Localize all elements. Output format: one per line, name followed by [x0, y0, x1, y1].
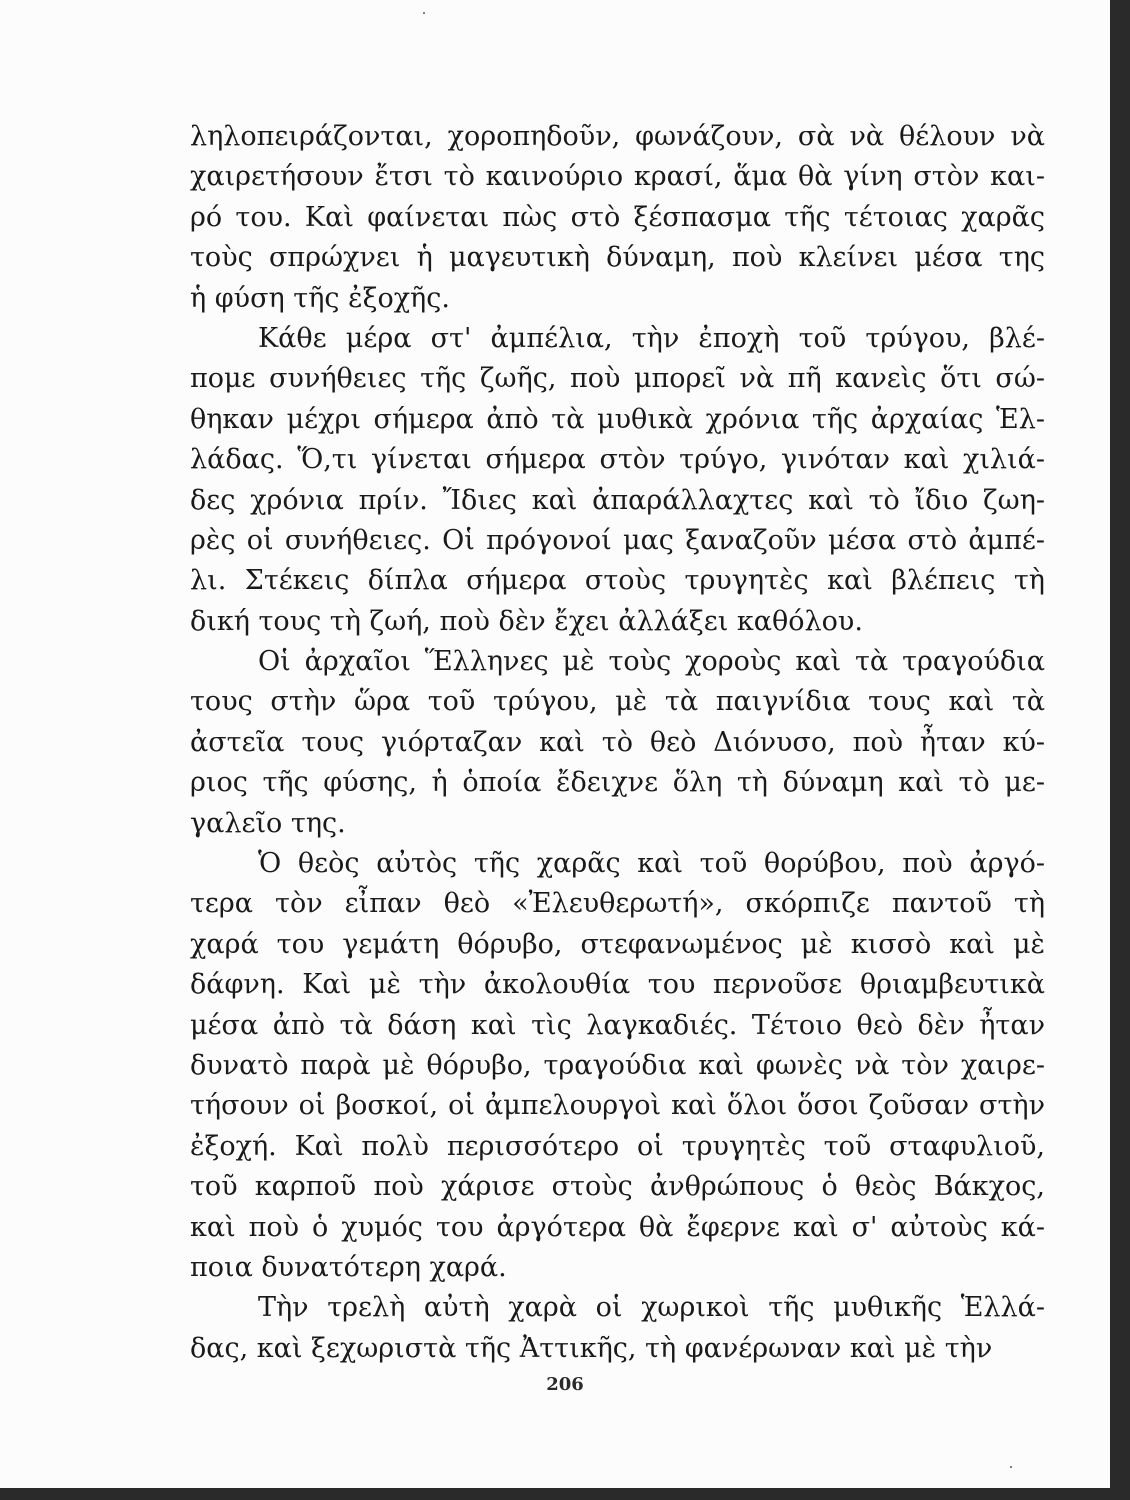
- text-line: τους στὴν ὥρα τοῦ τρύγου, μὲ τὰ παιγνίδια τους καὶ τὰ: [190, 686, 1045, 718]
- text-line: ποια δυνατότερη χαρά.: [190, 1251, 507, 1283]
- text-line: Τὴν τρελὴ αὐτὴ χαρὰ οἱ χωρικοὶ τῆς μυθικῆς Ἑλλά-: [258, 1292, 1045, 1324]
- paragraph: [190, 642, 1045, 844]
- body-text: [190, 117, 1045, 1369]
- text-line: δική τους τὴ ζωή, ποὺ δὲν ἔχει ἀλλάξει καθόλου.: [190, 605, 863, 637]
- paragraph: [190, 117, 1045, 319]
- text-line: λάδας. Ὅ,τι γίνεται σήμερα στὸν τρύγο, γινόταν καὶ χιλιά-: [190, 444, 1045, 476]
- text-line: γαλεῖο της.: [190, 807, 346, 839]
- text-line: ἀστεῖα τους γιόρταζαν καὶ τὸ θεὸ Διόνυσο, ποὺ ἦταν κύ-: [190, 726, 1045, 758]
- paragraph: [190, 1288, 1045, 1369]
- text-line: χαιρετήσουν ἔτσι τὸ καινούριο κρασί, ἅμα θὰ γίνη στὸν και-: [190, 161, 1045, 193]
- page-number: 206: [546, 1374, 584, 1395]
- text-line: Κάθε μέρα στ' ἀμπέλια, τὴν ἐποχὴ τοῦ τρύγου, βλέ-: [258, 322, 1045, 354]
- scan-speck: [1010, 1466, 1012, 1468]
- scan-edge-right: [1110, 0, 1130, 1500]
- text-line: θηκαν μέχρι σήμερα ἀπὸ τὰ μυθικὰ χρόνια τῆς ἀρχαίας Ἑλ-: [190, 403, 1045, 435]
- paragraph: [190, 319, 1045, 642]
- text-line: μέσα ἀπὸ τὰ δάση καὶ τὶς λαγκαδιές. Τέτοιο θεὸ δὲν ἦταν: [190, 1009, 1045, 1041]
- text-line: δυνατὸ παρὰ μὲ θόρυβο, τραγούδια καὶ φωνὲς νὰ τὸν χαιρε-: [190, 1049, 1045, 1081]
- text-line: τοῦ καρποῦ ποὺ χάρισε στοὺς ἀνθρώπους ὁ θεὸς Βάκχος,: [190, 1171, 1045, 1203]
- paragraph: [190, 844, 1045, 1288]
- text-line: χαρά του γεμάτη θόρυβο, στεφανωμένος μὲ κισσὸ καὶ μὲ: [190, 928, 1045, 960]
- scan-speck: [423, 12, 425, 14]
- text-line: δας, καὶ ξεχωριστὰ τῆς Ἀττικῆς, τὴ φανέρωναν καὶ μὲ τὴν: [190, 1332, 993, 1364]
- text-line: δάφνη. Καὶ μὲ τὴν ἀκολουθία του περνοῦσε θριαμβευτικὰ: [190, 969, 1045, 1001]
- text-line: ρὲς οἱ συνήθειες. Οἱ πρόγονοί μας ξαναζοῦν μέσα στὸ ἀμπέ-: [190, 524, 1045, 556]
- text-line: πομε συνήθειες τῆς ζωῆς, ποὺ μπορεῖ νὰ πῆ κανεὶς ὅτι σώ-: [190, 363, 1045, 395]
- text-line: Ὁ θεὸς αὐτὸς τῆς χαρᾶς καὶ τοῦ θορύβου, ποὺ ἀργό-: [258, 848, 1045, 880]
- text-line: καὶ ποὺ ὁ χυμός του ἀργότερα θὰ ἔφερνε καὶ σ' αὐτοὺς κά-: [190, 1211, 1045, 1243]
- text-line: Οἱ ἀρχαῖοι Ἕλληνες μὲ τοὺς χοροὺς καὶ τὰ τραγούδια: [258, 646, 1045, 678]
- text-line: ρό του. Καὶ φαίνεται πὼς στὸ ξέσπασμα τῆς τέτοιας χαρᾶς: [190, 201, 1045, 233]
- text-line: δες χρόνια πρίν. Ἴδιες καὶ ἀπαράλλαχτες καὶ τὸ ἴδιο ζωη-: [190, 484, 1045, 516]
- text-line: ριος τῆς φύσης, ἡ ὁποία ἔδειχνε ὅλη τὴ δύναμη καὶ τὸ με-: [190, 767, 1045, 799]
- text-line: ἐξοχή. Καὶ πολὺ περισσότερο οἱ τρυγητὲς τοῦ σταφυλιοῦ,: [190, 1130, 1045, 1162]
- scan-edge-bottom: [0, 1488, 1130, 1500]
- text-line: τήσουν οἱ βοσκοί, οἱ ἀμπελουργοὶ καὶ ὅλοι ὅσοι ζοῦσαν στὴν: [190, 1090, 1045, 1122]
- text-line: τοὺς σπρώχνει ἡ μαγευτικὴ δύναμη, ποὺ κλείνει μέσα της: [190, 242, 1045, 274]
- text-line: λι. Στέκεις δίπλα σήμερα στοὺς τρυγητὲς καὶ βλέπεις τὴ: [190, 565, 1045, 597]
- text-line: ἡ φύση τῆς ἐξοχῆς.: [190, 282, 450, 314]
- text-line: τερα τὸν εἶπαν θεὸ «Ἐλευθερωτή», σκόρπιζε παντοῦ τὴ: [190, 888, 1045, 920]
- text-line: ληλοπειράζονται, χοροπηδοῦν, φωνάζουν, σὰ νὰ θέλουν νὰ: [190, 121, 1045, 152]
